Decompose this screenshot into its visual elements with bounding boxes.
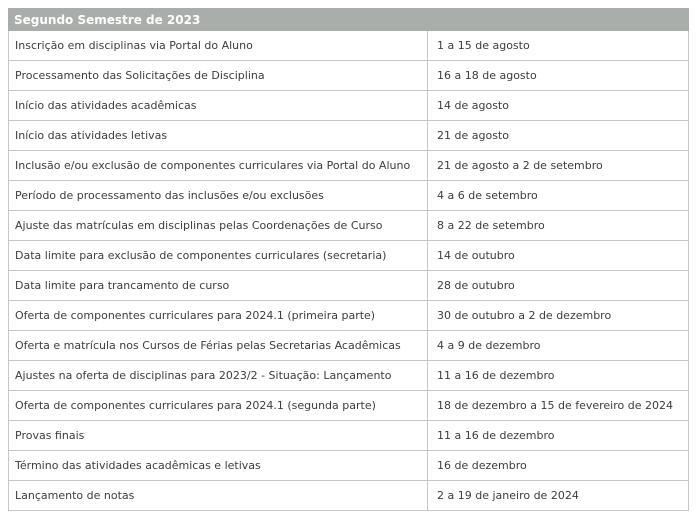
activity-cell: Inclusão e/ou exclusão de componentes curriculares via Portal do Aluno (9, 151, 428, 181)
table-row (9, 61, 689, 91)
table-row (9, 451, 689, 481)
table-row (9, 151, 689, 181)
table-row (9, 91, 689, 121)
activity-cell: Início das atividades acadêmicas (9, 91, 428, 121)
date-cell: 30 de outubro a 2 de dezembro (428, 301, 689, 331)
table-row (9, 481, 689, 511)
date-cell: 14 de agosto (428, 91, 689, 121)
activity-cell: Oferta de componentes curriculares para 2024.1 (primeira parte) (9, 301, 428, 331)
activity-cell: Término das atividades acadêmicas e letivas (9, 451, 428, 481)
date-cell: 16 de dezembro (428, 451, 689, 481)
calendar-table-body (9, 31, 689, 511)
semester-title: Segundo Semestre de 2023 (9, 9, 689, 31)
table-row (9, 391, 689, 421)
activity-cell: Início das atividades letivas (9, 121, 428, 151)
table-row (9, 301, 689, 331)
activity-cell: Inscrição em disciplinas via Portal do Aluno (9, 31, 428, 61)
date-cell: 21 de agosto (428, 121, 689, 151)
date-cell: 1 a 15 de agosto (428, 31, 689, 61)
activity-cell: Ajustes na oferta de disciplinas para 2023/2 - Situação: Lançamento (9, 361, 428, 391)
date-cell: 14 de outubro (428, 241, 689, 271)
table-row (9, 31, 689, 61)
date-cell: 28 de outubro (428, 271, 689, 301)
activity-cell: Provas finais (9, 421, 428, 451)
date-cell: 11 a 16 de dezembro (428, 421, 689, 451)
table-row (9, 271, 689, 301)
date-cell: 8 a 22 de setembro (428, 211, 689, 241)
date-cell: 18 de dezembro a 15 de fevereiro de 2024 (428, 391, 689, 421)
activity-cell: Lançamento de notas (9, 481, 428, 511)
table-row (9, 181, 689, 211)
activity-cell: Processamento das Solicitações de Disciplina (9, 61, 428, 91)
activity-cell: Oferta e matrícula nos Cursos de Férias pelas Secretarias Acadêmicas (9, 331, 428, 361)
table-row (9, 211, 689, 241)
table-row (9, 331, 689, 361)
academic-calendar-table (8, 8, 689, 511)
table-row (9, 241, 689, 271)
table-row (9, 121, 689, 151)
table-row (9, 361, 689, 391)
date-cell: 11 a 16 de dezembro (428, 361, 689, 391)
table-row (9, 421, 689, 451)
semester-header-row (9, 9, 689, 31)
date-cell: 21 de agosto a 2 de setembro (428, 151, 689, 181)
date-cell: 4 a 9 de dezembro (428, 331, 689, 361)
activity-cell: Período de processamento das inclusões e/ou exclusões (9, 181, 428, 211)
activity-cell: Data limite para trancamento de curso (9, 271, 428, 301)
date-cell: 4 a 6 de setembro (428, 181, 689, 211)
date-cell: 2 a 19 de janeiro de 2024 (428, 481, 689, 511)
activity-cell: Data limite para exclusão de componentes curriculares (secretaria) (9, 241, 428, 271)
activity-cell: Ajuste das matrículas em disciplinas pelas Coordenações de Curso (9, 211, 428, 241)
date-cell: 16 a 18 de agosto (428, 61, 689, 91)
activity-cell: Oferta de componentes curriculares para 2024.1 (segunda parte) (9, 391, 428, 421)
